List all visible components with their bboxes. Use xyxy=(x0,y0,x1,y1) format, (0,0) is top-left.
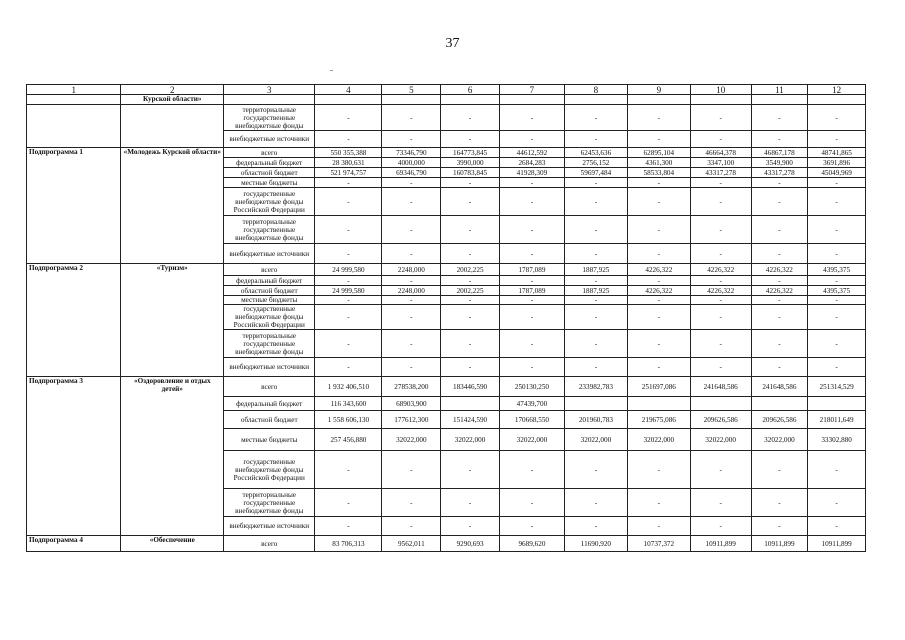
funding-source-cell: территориальные государственные внебюджетные фонды xyxy=(224,330,315,358)
column-header-2: 2 xyxy=(121,85,224,95)
value-cell-col-8: 62453,636 xyxy=(564,148,627,158)
value-cell-col-5: - xyxy=(382,276,441,286)
value-cell-col-11: - xyxy=(751,188,808,216)
value-cell-col-5: - xyxy=(382,489,441,517)
value-cell-col-12: - xyxy=(808,216,866,244)
funding-source-cell: внебюджетные источники xyxy=(224,358,315,377)
funding-source-cell: местные бюджеты xyxy=(224,178,315,188)
value-cell-col-9: - xyxy=(627,358,690,377)
value-cell-col-10: - xyxy=(690,178,751,188)
value-cell-col-12: - xyxy=(808,188,866,216)
value-cell-col-7: 44612,592 xyxy=(499,148,564,158)
value-cell-col-6: 32022,000 xyxy=(441,429,500,451)
funding-source-cell: федеральный бюджет xyxy=(224,397,315,411)
value-cell-col-7: - xyxy=(499,296,564,305)
value-cell-col-10: 32022,000 xyxy=(690,429,751,451)
value-cell-col-8: - xyxy=(564,296,627,305)
value-cell-col-11: 10911,899 xyxy=(751,536,808,552)
value-cell-col-4: - xyxy=(315,216,382,244)
value-cell-col-10: - xyxy=(690,517,751,536)
value-cell-col-4: 1 932 406,510 xyxy=(315,377,382,397)
value-cell-col-4: 28 380,631 xyxy=(315,158,382,168)
value-cell-col-10 xyxy=(690,397,751,411)
value-cell-col-10: 3347,100 xyxy=(690,158,751,168)
funding-source-cell: федеральный бюджет xyxy=(224,276,315,286)
value-cell-col-12: 251314,529 xyxy=(808,377,866,397)
column-header-9: 9 xyxy=(627,85,690,95)
value-cell-col-11: - xyxy=(751,489,808,517)
value-cell-col-5: - xyxy=(382,188,441,216)
funding-source-cell: внебюджетные источники xyxy=(224,244,315,264)
value-cell-col-8 xyxy=(564,95,627,105)
value-cell-col-8: - xyxy=(564,451,627,489)
value-cell-col-11: - xyxy=(751,305,808,330)
value-cell-col-10: - xyxy=(690,305,751,330)
subprogram-name-cell: Курской области» xyxy=(121,95,224,105)
funding-source-cell: всего xyxy=(224,536,315,552)
value-cell-col-7 xyxy=(499,95,564,105)
value-cell-col-6: - xyxy=(441,216,500,244)
value-cell-col-8: 201960,783 xyxy=(564,411,627,429)
value-cell-col-10: - xyxy=(690,188,751,216)
column-header-5: 5 xyxy=(382,85,441,95)
value-cell-col-5: - xyxy=(382,305,441,330)
value-cell-col-5: 32022,000 xyxy=(382,429,441,451)
value-cell-col-4: - xyxy=(315,451,382,489)
scan-speck xyxy=(330,70,333,71)
value-cell-col-10: - xyxy=(690,216,751,244)
value-cell-col-6: - xyxy=(441,358,500,377)
value-cell-col-9: - xyxy=(627,276,690,286)
value-cell-col-6: 2002,225 xyxy=(441,264,500,276)
table-row xyxy=(27,377,866,397)
value-cell-col-9: 251697,086 xyxy=(627,377,690,397)
value-cell-col-12: 10911,899 xyxy=(808,536,866,552)
value-cell-col-7: 47439,700 xyxy=(499,397,564,411)
value-cell-col-8: 11690,920 xyxy=(564,536,627,552)
value-cell-col-5: 177612,300 xyxy=(382,411,441,429)
value-cell-col-10: 46664,378 xyxy=(690,148,751,158)
value-cell-col-7: - xyxy=(499,276,564,286)
subprogram-name-cell: «Туризм» xyxy=(121,264,224,377)
value-cell-col-7: 2684,283 xyxy=(499,158,564,168)
value-cell-col-4: - xyxy=(315,105,382,131)
value-cell-col-12: 4395,375 xyxy=(808,286,866,296)
value-cell-col-8: - xyxy=(564,244,627,264)
value-cell-col-11: - xyxy=(751,276,808,286)
value-cell-col-6: 9290,693 xyxy=(441,536,500,552)
value-cell-col-10: - xyxy=(690,489,751,517)
value-cell-col-5: - xyxy=(382,178,441,188)
value-cell-col-8: 1887,925 xyxy=(564,264,627,276)
value-cell-col-4: - xyxy=(315,296,382,305)
value-cell-col-5: - xyxy=(382,131,441,148)
value-cell-col-8: - xyxy=(564,517,627,536)
value-cell-col-7: - xyxy=(499,489,564,517)
value-cell-col-4: 83 706,313 xyxy=(315,536,382,552)
value-cell-col-8: - xyxy=(564,188,627,216)
value-cell-col-8: 233982,783 xyxy=(564,377,627,397)
value-cell-col-12 xyxy=(808,397,866,411)
value-cell-col-6: 2002,225 xyxy=(441,286,500,296)
column-header-11: 11 xyxy=(751,85,808,95)
value-cell-col-9: 32022,000 xyxy=(627,429,690,451)
value-cell-col-11: - xyxy=(751,451,808,489)
subprogram-cell: Подпрограмма 4 xyxy=(27,536,121,552)
funding-source-cell: областной бюджет xyxy=(224,286,315,296)
value-cell-col-4: 550 355,388 xyxy=(315,148,382,158)
column-header-4: 4 xyxy=(315,85,382,95)
value-cell-col-7: 32022,000 xyxy=(499,429,564,451)
value-cell-col-9: - xyxy=(627,517,690,536)
column-header-12: 12 xyxy=(808,85,866,95)
value-cell-col-7: - xyxy=(499,216,564,244)
value-cell-col-11: - xyxy=(751,330,808,358)
header-row xyxy=(27,85,866,95)
value-cell-col-5: - xyxy=(382,330,441,358)
value-cell-col-4: - xyxy=(315,358,382,377)
funding-source-cell: территориальные государственные внебюджетные фонды xyxy=(224,216,315,244)
funding-source-cell: внебюджетные источники xyxy=(224,517,315,536)
value-cell-col-4: - xyxy=(315,188,382,216)
table-row xyxy=(27,95,866,105)
value-cell-col-9: - xyxy=(627,216,690,244)
value-cell-col-9 xyxy=(627,397,690,411)
value-cell-col-7: 9689,620 xyxy=(499,536,564,552)
value-cell-col-11: - xyxy=(751,296,808,305)
value-cell-col-10: 241648,586 xyxy=(690,377,751,397)
value-cell-col-7: - xyxy=(499,188,564,216)
funding-source-cell: местные бюджеты xyxy=(224,296,315,305)
value-cell-col-7: - xyxy=(499,330,564,358)
value-cell-col-12: - xyxy=(808,305,866,330)
value-cell-col-11: - xyxy=(751,244,808,264)
value-cell-col-11: - xyxy=(751,131,808,148)
value-cell-col-10: 43317,278 xyxy=(690,168,751,178)
funding-source-cell: внебюджетные источники xyxy=(224,131,315,148)
funding-source-cell: областной бюджет xyxy=(224,168,315,178)
value-cell-col-5: - xyxy=(382,517,441,536)
value-cell-col-7: - xyxy=(499,305,564,330)
value-cell-col-6: 151424,590 xyxy=(441,411,500,429)
value-cell-col-7: 170668,550 xyxy=(499,411,564,429)
value-cell-col-10: 4226,322 xyxy=(690,286,751,296)
value-cell-col-5: 68903,900 xyxy=(382,397,441,411)
value-cell-col-12 xyxy=(808,95,866,105)
value-cell-col-10: 4226,322 xyxy=(690,264,751,276)
value-cell-col-12: - xyxy=(808,358,866,377)
value-cell-col-4: - xyxy=(315,489,382,517)
value-cell-col-6: - xyxy=(441,517,500,536)
value-cell-col-5: 2248,000 xyxy=(382,264,441,276)
value-cell-col-4: - xyxy=(315,244,382,264)
value-cell-col-9: - xyxy=(627,178,690,188)
subprogram-cell: Подпрограмма 2 xyxy=(27,264,121,377)
column-header-1: 1 xyxy=(27,85,121,95)
value-cell-col-12: - xyxy=(808,517,866,536)
value-cell-col-9: - xyxy=(627,305,690,330)
funding-source-cell: всего xyxy=(224,264,315,276)
value-cell-col-9 xyxy=(627,95,690,105)
value-cell-col-6: - xyxy=(441,451,500,489)
value-cell-col-8: - xyxy=(564,489,627,517)
funding-source-cell: местные бюджеты xyxy=(224,429,315,451)
subprogram-cell xyxy=(27,95,121,105)
value-cell-col-9: 10737,372 xyxy=(627,536,690,552)
value-cell-col-7: - xyxy=(499,451,564,489)
value-cell-col-8: 2756,152 xyxy=(564,158,627,168)
value-cell-col-6: - xyxy=(441,131,500,148)
value-cell-col-11: 46867,178 xyxy=(751,148,808,158)
budget-table-container xyxy=(26,84,866,552)
value-cell-col-9: 4226,322 xyxy=(627,286,690,296)
value-cell-col-4: 521 974,757 xyxy=(315,168,382,178)
table-row xyxy=(27,148,866,158)
subprogram-cell xyxy=(27,105,121,148)
value-cell-col-5: 69346,790 xyxy=(382,168,441,178)
value-cell-col-11: - xyxy=(751,517,808,536)
subprogram-name-cell: «Молодежь Курской области» xyxy=(121,148,224,264)
value-cell-col-9: - xyxy=(627,131,690,148)
value-cell-col-12: 48741,865 xyxy=(808,148,866,158)
value-cell-col-4: 257 456,880 xyxy=(315,429,382,451)
value-cell-col-9: - xyxy=(627,244,690,264)
value-cell-col-7: 1787,089 xyxy=(499,264,564,276)
value-cell-col-7: 250130,250 xyxy=(499,377,564,397)
value-cell-col-12: 33302,880 xyxy=(808,429,866,451)
value-cell-col-12: - xyxy=(808,330,866,358)
value-cell-col-9: 4226,322 xyxy=(627,264,690,276)
funding-source-cell: всего xyxy=(224,148,315,158)
value-cell-col-4: - xyxy=(315,276,382,286)
value-cell-col-7: - xyxy=(499,131,564,148)
value-cell-col-7: 41928,309 xyxy=(499,168,564,178)
subprogram-cell: Подпрограмма 3 xyxy=(27,377,121,536)
value-cell-col-9: - xyxy=(627,330,690,358)
value-cell-col-4: - xyxy=(315,330,382,358)
value-cell-col-6: - xyxy=(441,244,500,264)
subprogram-cell: Подпрограмма 1 xyxy=(27,148,121,264)
value-cell-col-12: - xyxy=(808,489,866,517)
value-cell-col-11: 43317,278 xyxy=(751,168,808,178)
value-cell-col-9: 62895,104 xyxy=(627,148,690,158)
value-cell-col-9: - xyxy=(627,296,690,305)
table-row xyxy=(27,536,866,552)
funding-source-cell: государственные внебюджетные фонды Российской Федерации xyxy=(224,305,315,330)
value-cell-col-4: 24 999,580 xyxy=(315,286,382,296)
value-cell-col-11: 241648,586 xyxy=(751,377,808,397)
value-cell-col-9: 58533,804 xyxy=(627,168,690,178)
value-cell-col-8: - xyxy=(564,131,627,148)
value-cell-col-11: 4226,322 xyxy=(751,264,808,276)
funding-source-cell: государственные внебюджетные фонды Российской Федерации xyxy=(224,188,315,216)
value-cell-col-8: 59697,484 xyxy=(564,168,627,178)
column-header-6: 6 xyxy=(441,85,500,95)
column-header-7: 7 xyxy=(499,85,564,95)
value-cell-col-10: - xyxy=(690,105,751,131)
value-cell-col-9: 219675,086 xyxy=(627,411,690,429)
value-cell-col-5: - xyxy=(382,105,441,131)
value-cell-col-7: - xyxy=(499,244,564,264)
funding-source-cell: областной бюджет xyxy=(224,411,315,429)
value-cell-col-6: - xyxy=(441,330,500,358)
value-cell-col-11: 32022,000 xyxy=(751,429,808,451)
value-cell-col-4 xyxy=(315,95,382,105)
value-cell-col-4: 1 558 606,130 xyxy=(315,411,382,429)
value-cell-col-5: - xyxy=(382,296,441,305)
value-cell-col-8: - xyxy=(564,105,627,131)
value-cell-col-6: 164773,845 xyxy=(441,148,500,158)
value-cell-col-10: 10911,899 xyxy=(690,536,751,552)
value-cell-col-12: - xyxy=(808,244,866,264)
value-cell-col-7: - xyxy=(499,178,564,188)
table-row xyxy=(27,264,866,276)
funding-source-cell: территориальные государственные внебюджетные фонды xyxy=(224,489,315,517)
column-header-8: 8 xyxy=(564,85,627,95)
value-cell-col-8: - xyxy=(564,305,627,330)
funding-source-cell: государственные внебюджетные фонды Российской Федерации xyxy=(224,451,315,489)
value-cell-col-6: 3990,000 xyxy=(441,158,500,168)
value-cell-col-11: 3549,900 xyxy=(751,158,808,168)
value-cell-col-8: - xyxy=(564,276,627,286)
value-cell-col-6: 183446,590 xyxy=(441,377,500,397)
value-cell-col-8: - xyxy=(564,358,627,377)
value-cell-col-11: - xyxy=(751,216,808,244)
value-cell-col-7: - xyxy=(499,358,564,377)
value-cell-col-6: - xyxy=(441,178,500,188)
value-cell-col-12: - xyxy=(808,105,866,131)
value-cell-col-10: - xyxy=(690,276,751,286)
value-cell-col-4: 24 999,580 xyxy=(315,264,382,276)
value-cell-col-5: - xyxy=(382,244,441,264)
value-cell-col-4: 116 343,600 xyxy=(315,397,382,411)
value-cell-col-12: - xyxy=(808,178,866,188)
value-cell-col-12: 218011,649 xyxy=(808,411,866,429)
table-row xyxy=(27,105,866,131)
value-cell-col-6 xyxy=(441,95,500,105)
value-cell-col-5: - xyxy=(382,451,441,489)
value-cell-col-6: - xyxy=(441,489,500,517)
value-cell-col-9: - xyxy=(627,188,690,216)
value-cell-col-5: 4000,000 xyxy=(382,158,441,168)
value-cell-col-8: 1887,925 xyxy=(564,286,627,296)
value-cell-col-10: - xyxy=(690,131,751,148)
value-cell-col-9: - xyxy=(627,105,690,131)
subprogram-name-cell xyxy=(121,105,224,148)
value-cell-col-12: 4395,375 xyxy=(808,264,866,276)
value-cell-col-6: - xyxy=(441,276,500,286)
value-cell-col-6 xyxy=(441,397,500,411)
value-cell-col-6: - xyxy=(441,105,500,131)
value-cell-col-5: - xyxy=(382,358,441,377)
value-cell-col-11: - xyxy=(751,105,808,131)
column-header-3: 3 xyxy=(224,85,315,95)
value-cell-col-8 xyxy=(564,397,627,411)
value-cell-col-8: - xyxy=(564,178,627,188)
value-cell-col-10: - xyxy=(690,296,751,305)
value-cell-col-10: - xyxy=(690,451,751,489)
funding-source-cell: всего xyxy=(224,377,315,397)
value-cell-col-10: - xyxy=(690,358,751,377)
subprogram-name-cell: «Обеспечение xyxy=(121,536,224,552)
value-cell-col-8: - xyxy=(564,330,627,358)
page-number: 37 xyxy=(445,36,460,51)
value-cell-col-5: - xyxy=(382,216,441,244)
value-cell-col-11 xyxy=(751,95,808,105)
value-cell-col-6: 160783,845 xyxy=(441,168,500,178)
value-cell-col-10 xyxy=(690,95,751,105)
value-cell-col-6: - xyxy=(441,305,500,330)
value-cell-col-12: 45049,969 xyxy=(808,168,866,178)
value-cell-col-11: - xyxy=(751,358,808,377)
value-cell-col-9: - xyxy=(627,451,690,489)
value-cell-col-4: - xyxy=(315,517,382,536)
value-cell-col-6: - xyxy=(441,188,500,216)
value-cell-col-5: 278538,200 xyxy=(382,377,441,397)
funding-source-cell: территориальные государственные внебюджетные фонды xyxy=(224,105,315,131)
value-cell-col-4: - xyxy=(315,178,382,188)
value-cell-col-5: 2248,000 xyxy=(382,286,441,296)
value-cell-col-5 xyxy=(382,95,441,105)
subprogram-name-cell: «Оздоровление и отдых детей» xyxy=(121,377,224,536)
value-cell-col-12: - xyxy=(808,276,866,286)
value-cell-col-9: 4361,300 xyxy=(627,158,690,168)
value-cell-col-11: 4226,322 xyxy=(751,286,808,296)
value-cell-col-7: - xyxy=(499,105,564,131)
value-cell-col-7: 1787,089 xyxy=(499,286,564,296)
value-cell-col-10: 209626,586 xyxy=(690,411,751,429)
value-cell-col-9: - xyxy=(627,489,690,517)
value-cell-col-5: 9562,011 xyxy=(382,536,441,552)
value-cell-col-12: - xyxy=(808,131,866,148)
value-cell-col-10: - xyxy=(690,330,751,358)
funding-source-cell xyxy=(224,95,315,105)
value-cell-col-12: 3691,896 xyxy=(808,158,866,168)
value-cell-col-8: 32022,000 xyxy=(564,429,627,451)
value-cell-col-5: 73346,790 xyxy=(382,148,441,158)
value-cell-col-10: - xyxy=(690,244,751,264)
value-cell-col-4: - xyxy=(315,305,382,330)
value-cell-col-8: - xyxy=(564,216,627,244)
value-cell-col-12: - xyxy=(808,451,866,489)
value-cell-col-7: - xyxy=(499,517,564,536)
value-cell-col-6: - xyxy=(441,296,500,305)
funding-source-cell: федеральный бюджет xyxy=(224,158,315,168)
value-cell-col-11: 209626,586 xyxy=(751,411,808,429)
value-cell-col-4: - xyxy=(315,131,382,148)
value-cell-col-11: - xyxy=(751,178,808,188)
column-header-10: 10 xyxy=(690,85,751,95)
value-cell-col-11 xyxy=(751,397,808,411)
budget-table xyxy=(26,84,866,552)
value-cell-col-12: - xyxy=(808,296,866,305)
